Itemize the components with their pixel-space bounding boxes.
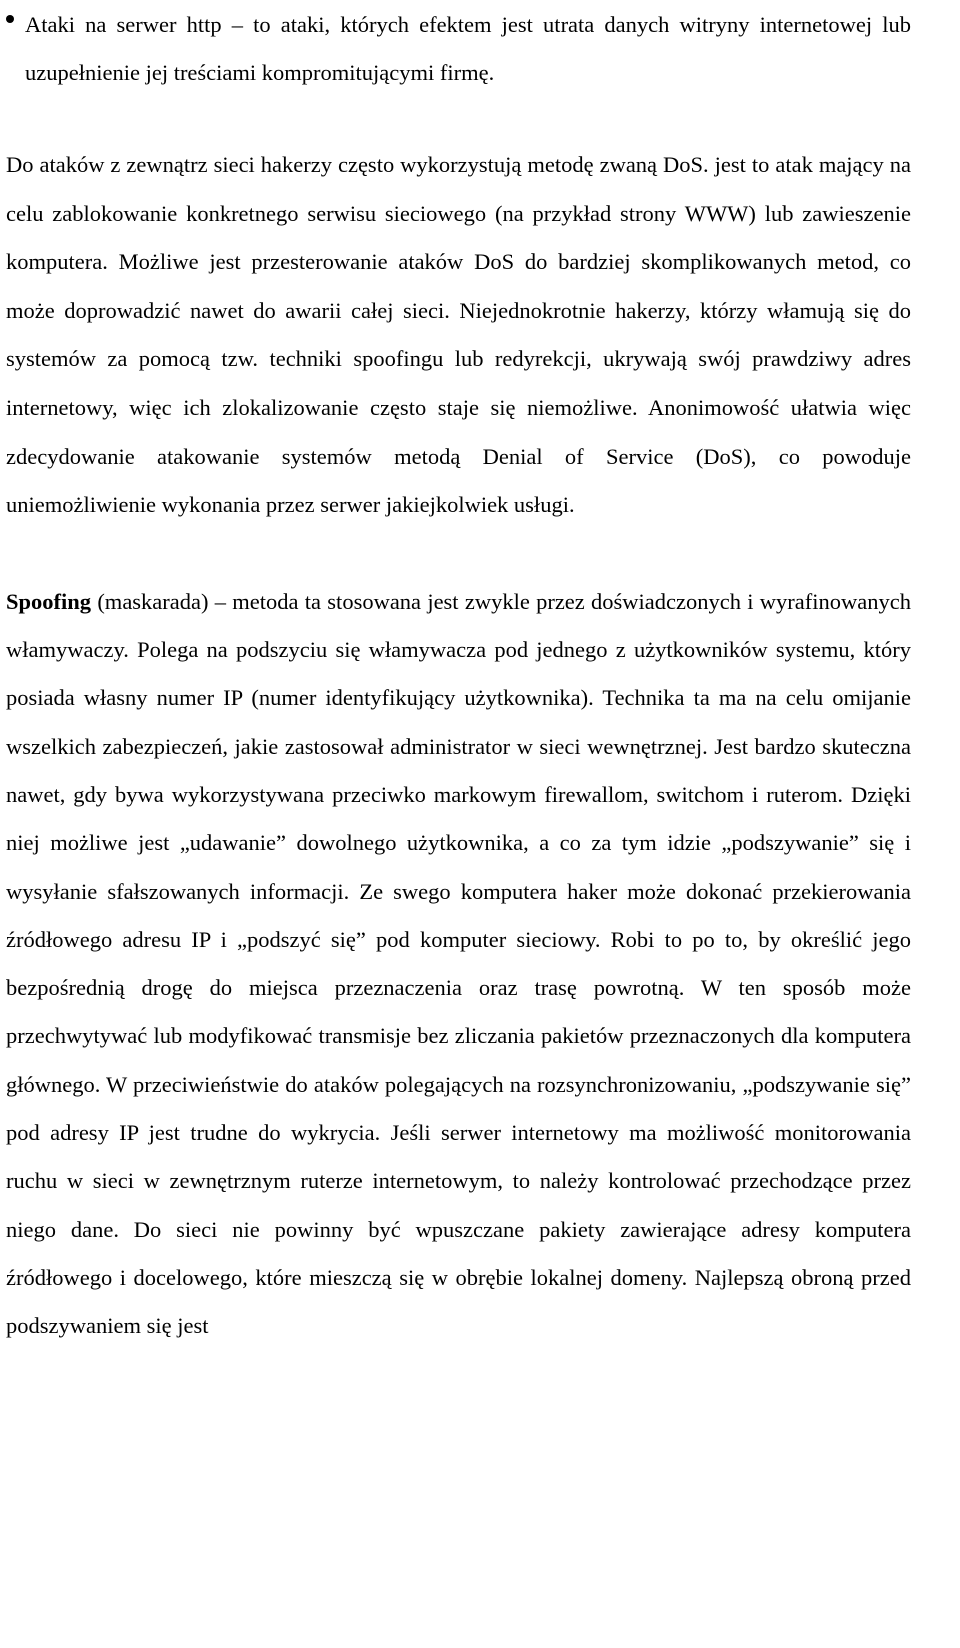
bullet-text: Ataki na serwer http – to ataki, których efektem jest utrata danych witryny internetowej lub uzupełnienie jej treściami kompromitującymi firmę. xyxy=(25,12,911,85)
bullet-list-item xyxy=(6,1,911,97)
bullet-icon xyxy=(6,15,14,23)
document-page xyxy=(6,0,911,1351)
paragraph-spoofing xyxy=(6,578,911,1351)
paragraph-dos: Do ataków z zewnątrz sieci hakerzy często wykorzystują metodę zwaną DoS. jest to atak mający na celu zablokowanie konkretnego serwisu sieciowego (na przykład strony WWW) lub zawieszenie komputera. Możliwe jest przesterowanie ataków DoS do bardziej skomplikowanych metod, co może doprowadzić nawet do awarii całej sieci. Niejednokrotnie hakerzy, którzy włamują się do systemów za pomocą tzw. techniki spoofingu lub redyrekcji, ukrywają swój prawdziwy adres internetowy, więc ich zlokalizowanie często staje się niemożliwe. Anonimowość ułatwia więc zdecydowanie atakowanie systemów metodą Denial of Service (DoS), co powoduje uniemożliwienie wykonania przez serwer jakiejkolwiek usługi. xyxy=(6,152,911,518)
term-spoofing: Spoofing xyxy=(6,588,92,614)
paragraph-spoofing-text: (maskarada) – metoda ta stosowana jest zwykle przez doświadczonych i wyrafinowanych włamywaczy. Polega na podszyciu się włamywacza pod jednego z użytkowników systemu, który posiada własny numer IP (numer identyfikujący użytkownika). Technika ta ma na celu omijanie wszelkich zabezpieczeń, jakie zastosował administrator w sieci wewnętrznej. Jest bardzo skuteczna nawet, gdy bywa wykorzystywana przeciwko markowym firewallom, switchom i ruterom. Dzięki niej możliwe jest „udawanie” dowolnego użytkownika, a co za tym idzie „podszywanie” się i wysyłanie sfałszowanych informacji. Ze swego komputera haker może dokonać przekierowania źródłowego adresu IP i „podszyć się” pod komputer sieciowy. Robi to po to, by określić jego bezpośrednią drogę do miejsca przeznaczenia oraz trasę powrotną. W ten sposób może przechwytywać lub modyfikować transmisje bez zliczania pakietów przeznaczonych dla komputera głównego. W przeciwieństwie do ataków polegających na rozsynchronizowaniu, „podszywanie się” pod adresy IP jest trudne do wykrycia. Jeśli serwer internetowy ma możliwość monitorowania ruchu w sieci w zewnętrznym ruterze internetowym, to należy kontrolować przechodzące przez niego dane. Do sieci nie powinny być wpuszczane pakiety zawierające adresy komputera źródłowego i docelowego, które mieszczą się w obrębie lokalnej domeny. Najlepszą obroną przed podszywaniem się jest xyxy=(6,588,911,1339)
